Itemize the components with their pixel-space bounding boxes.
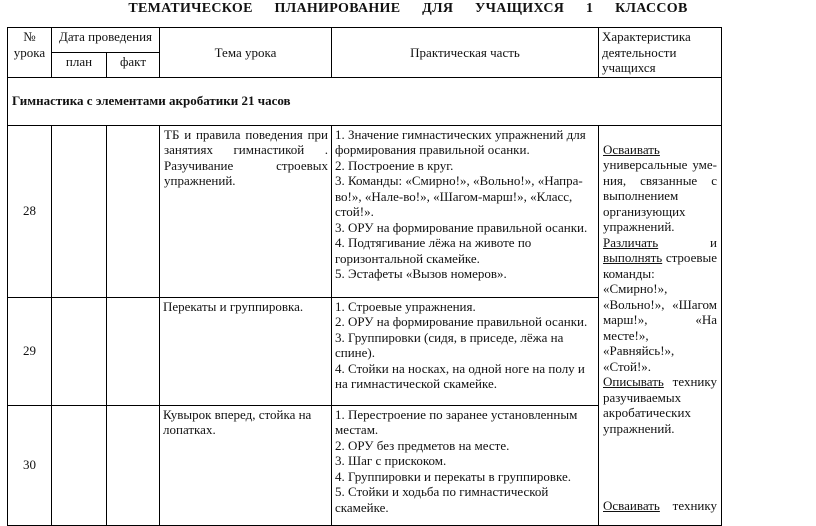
lesson-topic: Перекаты и группировка.: [160, 297, 332, 405]
char-text: технику разучиваемых акробатических упражнений.: [603, 374, 717, 436]
practice-item: 1. Перестроение по заранее установленным местам.: [335, 406, 578, 437]
header-characteristic: Характеристика деятельности учащихся: [599, 28, 722, 78]
header-fact: факт: [107, 52, 160, 77]
practice-item: 5. Эстафеты «Вызов номеров».: [335, 266, 507, 281]
lesson-plan-date: [52, 297, 107, 405]
lesson-characteristic: [599, 125, 722, 525]
header-practice: Практическая часть: [332, 28, 599, 78]
lesson-number: 28: [8, 125, 52, 297]
lesson-practice: [332, 297, 599, 405]
lesson-topic: ТБ и правила поведения при занятиях гимнастикой . Разучивание строевых упражнений.: [160, 125, 332, 297]
header-date: Дата проведения: [52, 28, 160, 53]
char-text: и: [710, 234, 717, 250]
lesson-practice: [332, 405, 599, 525]
practice-item: 3. Шаг с прискоком.: [335, 453, 447, 468]
section-title: Гимнастика с элементами акробатики 21 часов: [8, 77, 722, 125]
practice-item: 5. Стойки и ходьба по гимнастической скамейке.: [335, 484, 549, 515]
lesson-fact-date: [107, 297, 160, 405]
practice-item: 3. ОРУ на формирование правильной осанки.: [335, 219, 588, 235]
char-verb: выполнять: [603, 250, 663, 265]
lesson-plan-date: [52, 405, 107, 525]
practice-item: 4. Подтягивание лёжа на животе по горизонтальной скамейке.: [335, 235, 532, 266]
practice-item: 2. Построение в круг.: [335, 157, 454, 173]
char-verb: Описывать: [603, 374, 664, 389]
practice-item: 2. ОРУ без предметов на месте.: [335, 437, 510, 453]
planning-table: [7, 27, 722, 526]
practice-item: 1. Значение гимнастических упражнений для формирования правильной осанки.: [335, 126, 586, 157]
practice-item: 2. ОРУ на формирование правильной осанки.: [335, 314, 588, 329]
lesson-number: 29: [8, 297, 52, 405]
lesson-topic: Кувырок вперед, стойка на лопатках.: [160, 405, 332, 525]
char-text: универсальные уме-ния, связанные с выполнением организующих упражнений.: [603, 157, 717, 234]
char-verb: Осваивать: [603, 141, 660, 157]
char-text: строевые команды: «Смирно!», «Вольно!», «Шагом марш!», «На месте!», «Равняйсь!», «Стой!».: [603, 250, 717, 374]
char-verb: Осваивать: [603, 498, 660, 513]
lesson-number: 30: [8, 405, 52, 525]
lesson-fact-date: [107, 405, 160, 525]
practice-item: 4. Группировки и перекаты в группировке.: [335, 468, 572, 484]
practice-item: 1. Строевые упражнения.: [335, 298, 476, 314]
lesson-fact-date: [107, 125, 160, 297]
practice-item: 3. Группировки (сидя, в приседе, лёжа на спине).: [335, 329, 564, 360]
header-lesson-number: № урока: [8, 28, 52, 78]
header-topic: Тема урока: [160, 28, 332, 78]
lesson-row: [8, 125, 722, 297]
practice-item: 3. Команды: «Смирно!», «Вольно!», «Напра-во!», «Нале-во!», «Шагом-марш!», «Класс, стой!».: [335, 173, 583, 219]
char-verb: Различать: [603, 234, 659, 250]
char-text: технику: [672, 498, 717, 513]
lesson-practice: [332, 125, 599, 297]
header-plan: план: [52, 52, 107, 77]
practice-item: 4. Стойки на носках, на одной ноге на полу и на гимнастической скамейке.: [335, 360, 585, 391]
lesson-plan-date: [52, 125, 107, 297]
page-title: ТЕМАТИЧЕСКОЕ ПЛАНИРОВАНИЕ ДЛЯ УЧАЩИХСЯ 1 КЛАССОВ: [128, 1, 688, 16]
